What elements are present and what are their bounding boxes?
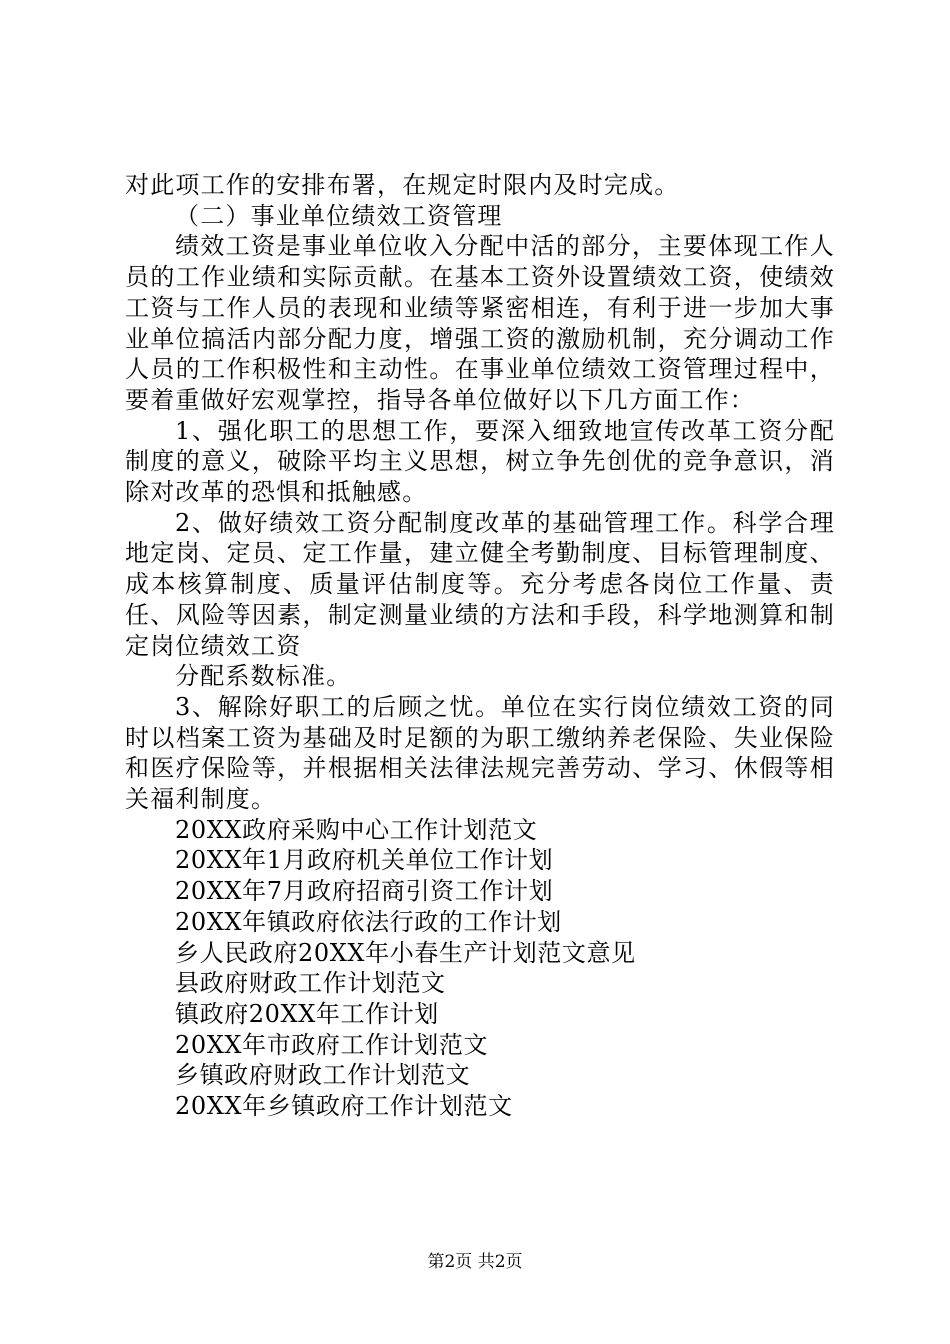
related-link[interactable]: 20XX年1月政府机关单位工作计划 — [175, 846, 554, 875]
related-link[interactable]: 20XX年乡镇政府工作计划范文 — [175, 1092, 513, 1121]
intro-fragment: 对此项工作的安排布署，在规定时限内及时完成。 — [125, 171, 680, 199]
paragraph-item-1: 1、强化职工的思想工作，要深入细致地宣传改革工资分配制度的意义，破除平均主义思想，树立争先创优的竞争意识，消除对改革的恐惧和抵触感。 — [125, 416, 835, 507]
paragraph-item-2: 2、做好绩效工资分配制度改革的基础管理工作。科学合理地定岗、定员、定工作量，建立健全考勤制度、目标管理制度、成本核算制度、质量评估制度等。充分考虑各岗位工作量、责任、风险等因素，制定测量业绩的方法和手段，科学地测算和制定岗位绩效工资 — [125, 508, 835, 660]
related-link[interactable]: 20XX年市政府工作计划范文 — [175, 1030, 489, 1059]
related-link[interactable]: 镇政府20XX年工作计划 — [175, 999, 439, 1028]
document-body — [125, 170, 835, 1122]
related-links-list — [125, 815, 835, 1122]
section-heading: （二）事业单位绩效工资管理 — [175, 201, 503, 230]
related-link[interactable]: 乡人民政府20XX年小春生产计划范文意见 — [175, 938, 636, 967]
paragraph-item-3: 3、解除好职工的后顾之忧。单位在实行岗位绩效工资的同时以档案工资为基础及时足额的为职工缴纳养老保险、失业保险和医疗保险等，并根据相关法律法规完善劳动、学习、休假等相关福利制度。 — [125, 692, 835, 814]
related-link[interactable]: 20XX政府采购中心工作计划范文 — [175, 815, 538, 844]
related-link[interactable]: 县政府财政工作计划范文 — [175, 969, 446, 998]
paragraph-item-2-continued: 分配系数标准。 — [175, 662, 352, 691]
related-link[interactable]: 20XX年7月政府招商引资工作计划 — [175, 877, 554, 906]
paragraph-performance-pay: 绩效工资是事业单位收入分配中活的部分，主要体现工作人员的工作业绩和实际贡献。在基本工资外设置绩效工资，使绩效工资与工作人员的表现和业绩等紧密相连，有利于进一步加大事业单位搞活内部分配力度，增强工资的激励机制，充分调动工作人员的工作积极性和主动性。在事业单位绩效工资管理过程中，要着重做好宏观掌控，指导各单位做好以下几方面工作： — [125, 232, 835, 414]
related-link[interactable]: 20XX年镇政府依法行政的工作计划 — [175, 907, 562, 936]
page-number-footer: 第2页 共2页 — [427, 1252, 523, 1272]
related-link[interactable]: 乡镇政府财政工作计划范文 — [175, 1061, 471, 1090]
